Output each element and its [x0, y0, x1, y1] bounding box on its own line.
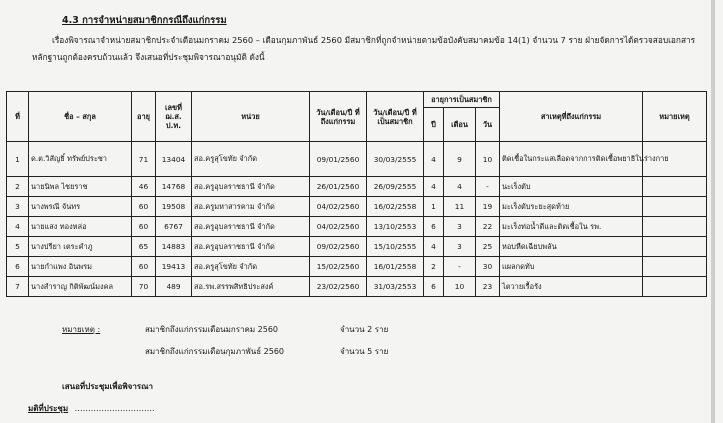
- row-days: 25: [476, 237, 500, 257]
- row-age: 60: [132, 257, 156, 277]
- header-no: ที่: [7, 92, 29, 142]
- row-cause: นะเร็งตับ: [500, 177, 643, 197]
- header-age: อายุ: [132, 92, 156, 142]
- header-years: ปี: [424, 108, 444, 142]
- row-unit: สอ.ครูอุบลราชธานี จำกัด: [192, 217, 310, 237]
- row-months: 11: [444, 197, 476, 217]
- row-unit: สอ.ครูสุโขทัย จำกัด: [192, 142, 310, 177]
- remark-line-2: สมาชิกถึงแก่กรรมเดือนกุมภาพันธ์ 2560: [145, 347, 284, 356]
- row-unit: สอ.รพ.สรรพสิทธิประสงค์: [192, 277, 310, 297]
- row-years: 4: [424, 142, 444, 177]
- row-remark: [643, 217, 707, 237]
- row-remark: [643, 257, 707, 277]
- header-death-date: วัน/เดือน/ปี ที่ถึงแก่กรรม: [310, 92, 367, 142]
- row-name: นายแสง ทองหล่อ: [29, 217, 132, 237]
- header-membership-age: อายุการเป็นสมาชิก: [424, 92, 500, 108]
- row-death-date: 23/02/2560: [310, 277, 367, 297]
- row-days: -: [476, 177, 500, 197]
- header-unit: หน่วย: [192, 92, 310, 142]
- row-name: ด.ต.วิสัญธิ์ ทรัพย์ประชา: [29, 142, 132, 177]
- row-death-date: 04/02/2560: [310, 217, 367, 237]
- row-years: 6: [424, 277, 444, 297]
- row-unit: สอ.ครูอุบลราชธานี จำกัด: [192, 237, 310, 257]
- page-edge-shadow: [711, 0, 715, 423]
- row-no: 2: [7, 177, 29, 197]
- row-member-date: 31/03/2553: [367, 277, 424, 297]
- row-member-date: 15/10/2555: [367, 237, 424, 257]
- row-cause: มะเร็งท่อน้ำดีและติดเชื้อใน รพ.: [500, 217, 643, 237]
- row-member-no: 489: [156, 277, 192, 297]
- row-days: 19: [476, 197, 500, 217]
- header-member-no: เลขที่ ฌ.ส. ป.ท.: [156, 92, 192, 142]
- row-cause: มะเร็งตับระยะสุดท้าย: [500, 197, 643, 217]
- row-remark: [643, 277, 707, 297]
- table-row: [7, 257, 707, 277]
- proposal-text: เสนอที่ประชุมเพื่อพิจารณา: [62, 382, 154, 391]
- row-remark: [643, 197, 707, 217]
- table-row: [7, 237, 707, 257]
- remark-line-2-count: จำนวน 5 ราย: [340, 347, 389, 356]
- table-row: [7, 177, 707, 197]
- row-member-no: 13404: [156, 142, 192, 177]
- row-name: นางสำราญ กิติพัฒน์มงคล: [29, 277, 132, 297]
- row-age: 65: [132, 237, 156, 257]
- table-row: [7, 217, 707, 237]
- header-member-date: วัน/เดือน/ปี ที่เป็นสมาชิก: [367, 92, 424, 142]
- row-days: 10: [476, 142, 500, 177]
- header-cause: สาเหตุที่ถึงแก่กรรม: [500, 92, 643, 142]
- row-months: 3: [444, 217, 476, 237]
- row-no: 4: [7, 217, 29, 237]
- header-days: วัน: [476, 108, 500, 142]
- row-years: 4: [424, 237, 444, 257]
- row-no: 5: [7, 237, 29, 257]
- row-member-no: 6767: [156, 217, 192, 237]
- row-days: 23: [476, 277, 500, 297]
- row-years: 2: [424, 257, 444, 277]
- table-row: [7, 277, 707, 297]
- row-name: นายนิพล ไชยราช: [29, 177, 132, 197]
- row-remark: [643, 237, 707, 257]
- row-cause: ติดเชื้อในกระแสเลือดจากการติดเชื้อพยาธิในร่างกาย: [500, 142, 643, 177]
- row-member-no: 19413: [156, 257, 192, 277]
- row-years: 6: [424, 217, 444, 237]
- row-member-no: 19508: [156, 197, 192, 217]
- row-death-date: 04/02/2560: [310, 197, 367, 217]
- row-years: 1: [424, 197, 444, 217]
- row-death-date: 09/02/2560: [310, 237, 367, 257]
- row-no: 3: [7, 197, 29, 217]
- table-row: [7, 142, 707, 177]
- deceased-members-table: [6, 91, 707, 297]
- row-cause: หอบหืดเฉียบพลัน: [500, 237, 643, 257]
- row-months: 3: [444, 237, 476, 257]
- row-no: 6: [7, 257, 29, 277]
- row-days: 30: [476, 257, 500, 277]
- row-months: 9: [444, 142, 476, 177]
- row-death-date: 09/01/2560: [310, 142, 367, 177]
- header-months: เดือน: [444, 108, 476, 142]
- row-unit: สอ.ครูอุบลราชธานี จำกัด: [192, 177, 310, 197]
- section-title: 4.3 การจำหน่ายสมาชิกกรณีถึงแก่กรรม: [62, 15, 227, 26]
- row-member-date: 30/03/2555: [367, 142, 424, 177]
- row-unit: สอ.ครูมหาสารคาม จำกัด: [192, 197, 310, 217]
- remark-line-1: สมาชิกถึงแก่กรรมเดือนมกราคม 2560: [145, 325, 279, 334]
- row-name: นางพรณี จันทร: [29, 197, 132, 217]
- header-remark: หมายเหตุ: [643, 92, 707, 142]
- row-death-date: 15/02/2560: [310, 257, 367, 277]
- row-age: 46: [132, 177, 156, 197]
- row-cause: ไตวายเรื้อรัง: [500, 277, 643, 297]
- row-member-no: 14883: [156, 237, 192, 257]
- row-death-date: 26/01/2560: [310, 177, 367, 197]
- row-age: 60: [132, 197, 156, 217]
- row-age: 70: [132, 277, 156, 297]
- table-row: [7, 197, 707, 217]
- row-name: นางปรียา เตระคำภู: [29, 237, 132, 257]
- resolution-label: มติที่ประชุม: [28, 404, 69, 413]
- row-months: -: [444, 257, 476, 277]
- row-no: 7: [7, 277, 29, 297]
- header-name: ชื่อ – สกุล: [29, 92, 132, 142]
- row-no: 1: [7, 142, 29, 177]
- resolution-blank: …………………………: [74, 404, 155, 413]
- resolution-line: [28, 402, 155, 415]
- row-member-date: 16/01/2558: [367, 257, 424, 277]
- remark-line-1-count: จำนวน 2 ราย: [340, 325, 389, 334]
- row-member-date: 26/09/2555: [367, 177, 424, 197]
- row-age: 71: [132, 142, 156, 177]
- row-remark: [643, 177, 707, 197]
- row-member-date: 16/02/2558: [367, 197, 424, 217]
- remark-label: หมายเหตุ :: [62, 325, 101, 334]
- row-days: 22: [476, 217, 500, 237]
- row-months: 4: [444, 177, 476, 197]
- row-name: นายกำแพง อินพรม: [29, 257, 132, 277]
- row-months: 10: [444, 277, 476, 297]
- row-unit: สอ.ครูสุโขทัย จำกัด: [192, 257, 310, 277]
- row-cause: แผลกดทับ: [500, 257, 643, 277]
- row-member-no: 14768: [156, 177, 192, 197]
- row-age: 60: [132, 217, 156, 237]
- intro-paragraph: เรื่องพิจารณาจำหน่ายสมาชิกประจำเดือนมกราคม 2560 – เดือนกุมภาพันธ์ 2560 มีสมาชิกที่ถูกจำหน่ายตามข้อบังคับสมาคมข้อ 14(1) จำนวน 7 ราย ฝ่ายจัดการได้ตรวจสอบเอกสารหลักฐานถูกต้องครบถ้วนแล้ว จึงเสนอที่ประชุมพิจารณาอนุมัติ ดังนี้: [32, 35, 696, 62]
- row-member-date: 13/10/2553: [367, 217, 424, 237]
- row-years: 4: [424, 177, 444, 197]
